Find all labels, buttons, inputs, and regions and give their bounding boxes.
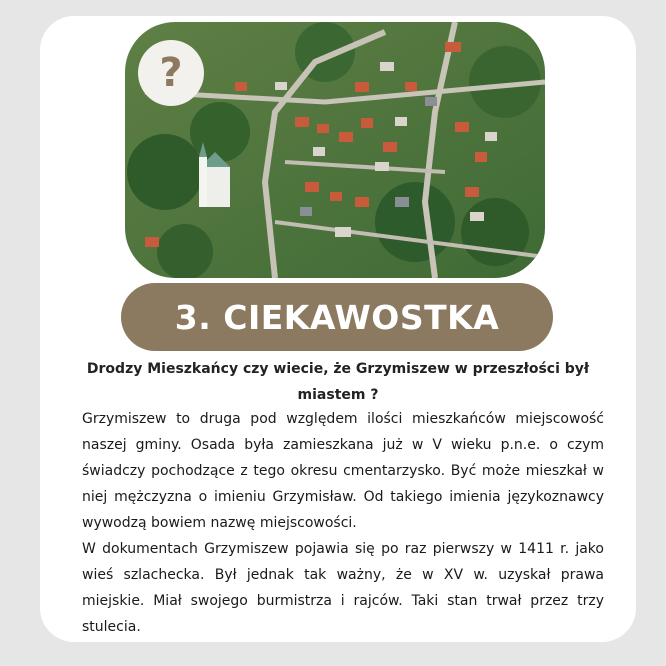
paragraph: Grzymiszew to druga pod względem ilości mieszkańców miejscowość naszej gminy. Osada była zamieszkana już w V wieku p.n.e. o czym świadczy pochodzące z tego okresu cmentarzysko. Być może mieszkał w niej mężczyzna o imieniu Grzymisław. Od takiego imienia językoznawcy wywodzą bowiem nazwę miejscowości. <box>82 411 604 531</box>
question-mark-badge <box>138 40 204 106</box>
question-mark-icon: ? <box>159 50 183 96</box>
title-banner <box>121 283 553 351</box>
article-body <box>82 406 604 640</box>
question-heading: Drodzy Mieszkańcy czy wiecie, że Grzymiszew w przeszłości był miastem ? <box>86 361 590 403</box>
banner-title: 3. CIEKAWOSTKA <box>174 297 500 337</box>
paragraph: W dokumentach Grzymiszew pojawia się po raz pierwszy w 1411 r. jako wieś szlachecka. Był jednak tak ważny, że w XV w. uzyskał prawa miejskie. Miał swojego burmistrza i rajców. Taki stan trwał przez trzy stulecia. <box>82 541 604 635</box>
